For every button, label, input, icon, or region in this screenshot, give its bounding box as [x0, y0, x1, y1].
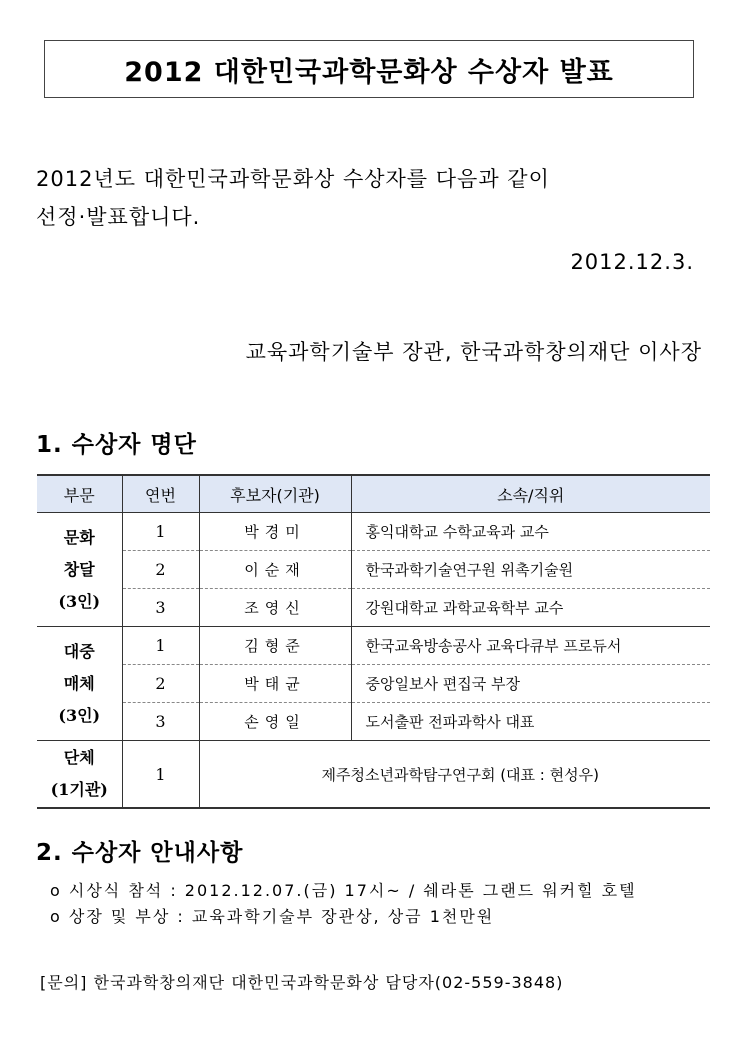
- table-row: [37, 665, 710, 703]
- header-candidate: 후보자(기관): [199, 475, 351, 513]
- candidate-name: 박태균: [199, 665, 351, 703]
- category-culture: [37, 513, 122, 627]
- affiliation: 도서출판 전파과학사 대표: [351, 703, 710, 741]
- table-row-organization: [37, 741, 710, 809]
- candidate-name: 이순재: [199, 551, 351, 589]
- section-2-title: 2. 수상자 안내사항: [36, 840, 244, 866]
- row-number: 2: [122, 551, 199, 589]
- category-organization: [37, 741, 122, 809]
- category-line: 창달: [63, 559, 95, 579]
- row-number: 3: [122, 589, 199, 627]
- document-title: 2012 대한민국과학문화상 수상자 발표: [44, 40, 694, 98]
- row-number: 3: [122, 703, 199, 741]
- row-number: 2: [122, 665, 199, 703]
- intro-text: [36, 160, 716, 236]
- row-number: 1: [122, 513, 199, 551]
- table-row: [37, 551, 710, 589]
- category-line: (1기관): [50, 780, 108, 799]
- affiliation: 한국교육방송공사 교육다큐부 프로듀서: [351, 627, 710, 665]
- category-line: 매체: [63, 673, 95, 693]
- category-line: 단체: [63, 748, 95, 767]
- table-row: [37, 589, 710, 627]
- category-line: (3인): [58, 705, 101, 725]
- section-1-title: 1. 수상자 명단: [36, 432, 197, 458]
- table-row: [37, 513, 710, 551]
- affiliation: 한국과학기술연구원 위촉기술원: [351, 551, 710, 589]
- category-line: (3인): [58, 591, 101, 611]
- contact-info: [문의] 한국과학창의재단 대한민국과학문화상 담당자(02-559-3848): [40, 973, 564, 992]
- header-number: 연번: [122, 475, 199, 513]
- announcement-date: 2012.12.3.: [570, 250, 694, 274]
- info-ceremony: o 시상식 참석 : 2012.12.07.(금) 17시~ / 쉐라톤 그랜드 워커힐 호텔: [50, 881, 637, 900]
- header-affiliation: 소속/직위: [351, 475, 710, 513]
- header-category: 부문: [37, 475, 122, 513]
- table-row: [37, 703, 710, 741]
- candidate-name: 김형준: [199, 627, 351, 665]
- intro-line-2: 선정·발표합니다.: [36, 205, 201, 229]
- table-row: [37, 627, 710, 665]
- intro-line-1: 2012년도 대한민국과학문화상 수상자를 다음과 같이: [36, 167, 550, 191]
- table-header-row: [37, 475, 710, 513]
- signer: 교육과학기술부 장관, 한국과학창의재단 이사장: [245, 340, 702, 364]
- affiliation: 홍익대학교 수학교육과 교수: [351, 513, 710, 551]
- awardees-table: [37, 474, 710, 809]
- category-line: 문화: [63, 527, 95, 547]
- row-number: 1: [122, 627, 199, 665]
- candidate-name: 손영일: [199, 703, 351, 741]
- organization-name: 제주청소년과학탐구연구회 (대표 : 현성우): [199, 741, 710, 809]
- info-prize: o 상장 및 부상 : 교육과학기술부 장관상, 상금 1천만원: [50, 907, 495, 926]
- affiliation: 강원대학교 과학교육학부 교수: [351, 589, 710, 627]
- affiliation: 중앙일보사 편집국 부장: [351, 665, 710, 703]
- row-number: 1: [122, 741, 199, 809]
- category-line: 대중: [63, 641, 95, 661]
- category-media: [37, 627, 122, 741]
- candidate-name: 조영신: [199, 589, 351, 627]
- candidate-name: 박경미: [199, 513, 351, 551]
